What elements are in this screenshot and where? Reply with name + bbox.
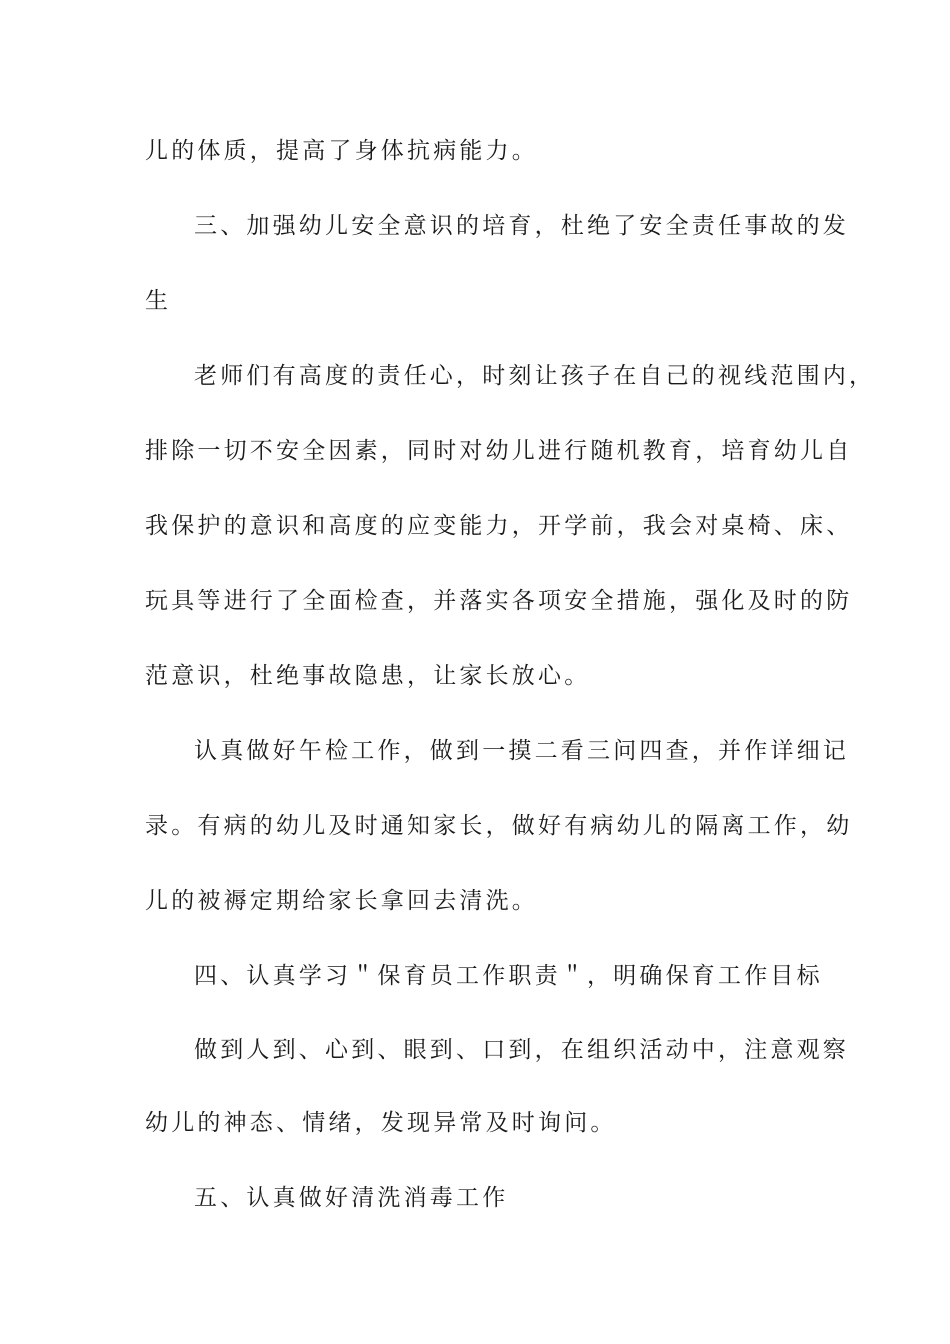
- text-line: 排除一切不安全因素，同时对幼儿进行随机教育，培育幼儿自: [145, 438, 853, 464]
- section-heading: 五、认真做好清洗消毒工作: [194, 1185, 509, 1211]
- text-line: 生: [145, 288, 172, 314]
- text-line: 认真做好午检工作，做到一摸二看三问四查，并作详细记: [194, 738, 849, 764]
- text-line: 儿的被褥定期给家长拿回去清洗。: [145, 888, 538, 914]
- text-line: 范意识，杜绝事故隐患，让家长放心。: [145, 663, 591, 689]
- section-heading: 四、认真学习＂保育员工作职责＂，明确保育工作目标: [194, 963, 823, 989]
- text-line: 录。有病的幼儿及时通知家长，做好有病幼儿的隔离工作，幼: [145, 813, 853, 839]
- text-line: 我保护的意识和高度的应变能力，开学前，我会对桌椅、床、: [145, 513, 853, 539]
- text-line: 玩具等进行了全面检查，并落实各项安全措施，强化及时的防: [145, 588, 853, 614]
- text-line: 做到人到、心到、眼到、口到，在组织活动中，注意观察: [194, 1037, 849, 1063]
- text-line: 儿的体质，提高了身体抗病能力。: [145, 138, 538, 164]
- section-heading: 三、加强幼儿安全意识的培育，杜绝了安全责任事故的发: [194, 213, 849, 239]
- text-line: 幼儿的神态、情绪，发现异常及时询问。: [145, 1110, 617, 1136]
- text-line: 老师们有高度的责任心，时刻让孩子在自己的视线范围内，: [194, 363, 876, 389]
